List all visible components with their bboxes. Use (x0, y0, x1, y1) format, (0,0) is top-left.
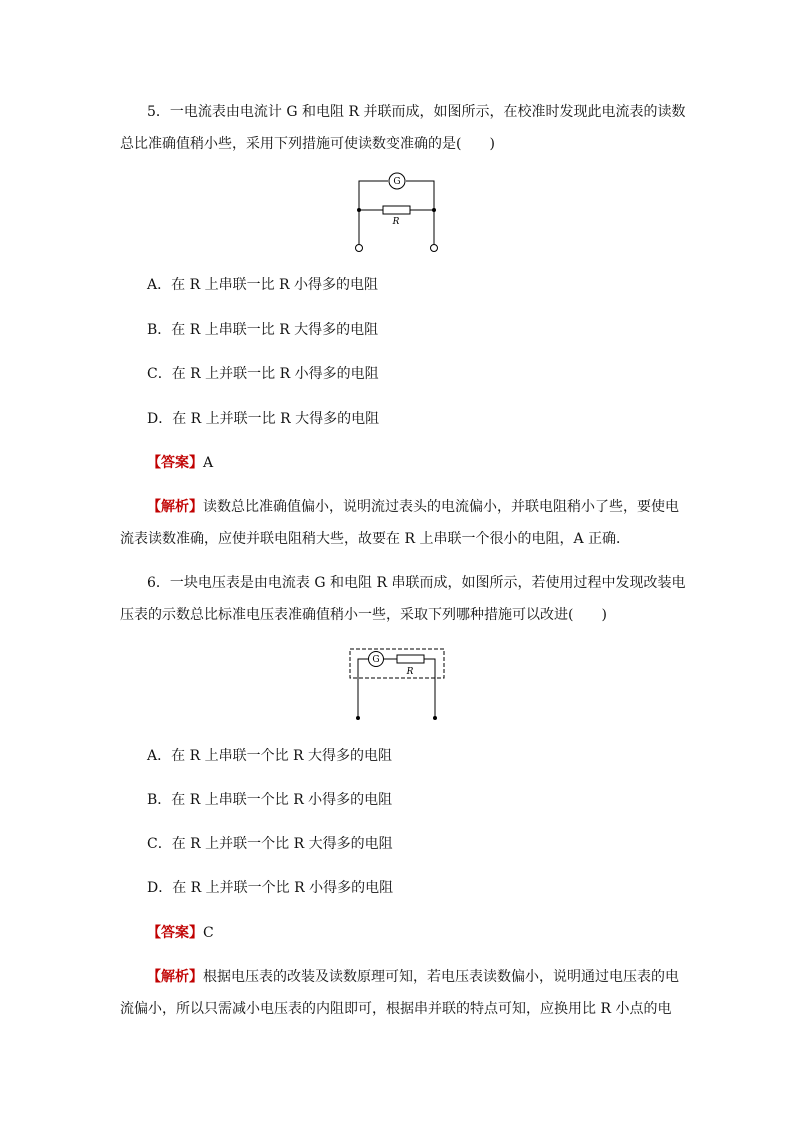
q6-option-a: A．在 R 上串联一个比 R 大得多的电阻 (147, 748, 393, 764)
q5-meter-label: G (393, 177, 401, 187)
q6-stem-line2: 压表的示数总比标准电压表准确值稍小一些，采取下列哪种措施可以改进( ) (120, 607, 607, 623)
q6-option-d: D．在 R 上并联一个比 R 小得多的电阻 (147, 880, 394, 896)
q5-resistor-icon (383, 206, 410, 214)
q6-circuit-figure (347, 645, 447, 723)
q6-resistor-label: R (406, 667, 414, 677)
q5-analysis-line1: 【解析】读数总比准确值偏小，说明流过表头的电流偏小，并联电阻稍小了些，要使电 (147, 499, 679, 515)
q5-option-d: D．在 R 上并联一比 R 大得多的电阻 (147, 411, 380, 427)
q5-option-a: A．在 R 上串联一比 R 小得多的电阻 (147, 277, 379, 293)
q5-answer: 【答案】A (147, 455, 214, 471)
q6-analysis-line1: 【解析】根据电压表的改装及读数原理可知，若电压表读数偏小，说明通过电压表的电 (147, 969, 679, 985)
q5-resistor-label: R (392, 217, 400, 227)
q5-stem-line2: 总比准确值稍小些，采用下列措施可使读数变准确的是( ) (120, 136, 495, 152)
q6-answer: 【答案】C (147, 925, 214, 941)
answer-tag: 【答案】 (147, 455, 203, 471)
analysis-tag: 【解析】 (147, 969, 203, 985)
q5-option-b: B．在 R 上串联一比 R 大得多的电阻 (147, 322, 379, 338)
answer-tag: 【答案】 (147, 925, 203, 941)
q5-stem-line1: 5．一电流表由电流计 G 和电阻 R 并联而成，如图所示，在校准时发现此电流表的读数 (147, 104, 686, 120)
analysis-tag: 【解析】 (147, 499, 203, 515)
q5-analysis-line2: 流表读数准确，应使并联电阻稍大些，故要在 R 上串联一个很小的电阻，A 正确． (120, 531, 630, 547)
q6-resistor-icon (397, 655, 424, 663)
q6-option-c: C．在 R 上并联一个比 R 大得多的电阻 (147, 836, 393, 852)
q6-option-b: B．在 R 上串联一个比 R 小得多的电阻 (147, 792, 393, 808)
q6-analysis-line2: 流偏小，所以只需减小电压表的内阻即可，根据串并联的特点可知，应换用比 R 小点的电 (120, 1001, 672, 1017)
q5-circuit-figure (350, 168, 445, 258)
q5-option-c: C．在 R 上并联一比 R 小得多的电阻 (147, 366, 379, 382)
q6-number: 6 (147, 575, 156, 591)
q6-stem-line1: 6．一块电压表是由电流表 G 和电阻 R 串联而成，如图所示，若使用过程中发现改装电 (147, 575, 686, 591)
q5-number: 5 (147, 104, 156, 120)
q6-meter-label: G (372, 655, 380, 665)
